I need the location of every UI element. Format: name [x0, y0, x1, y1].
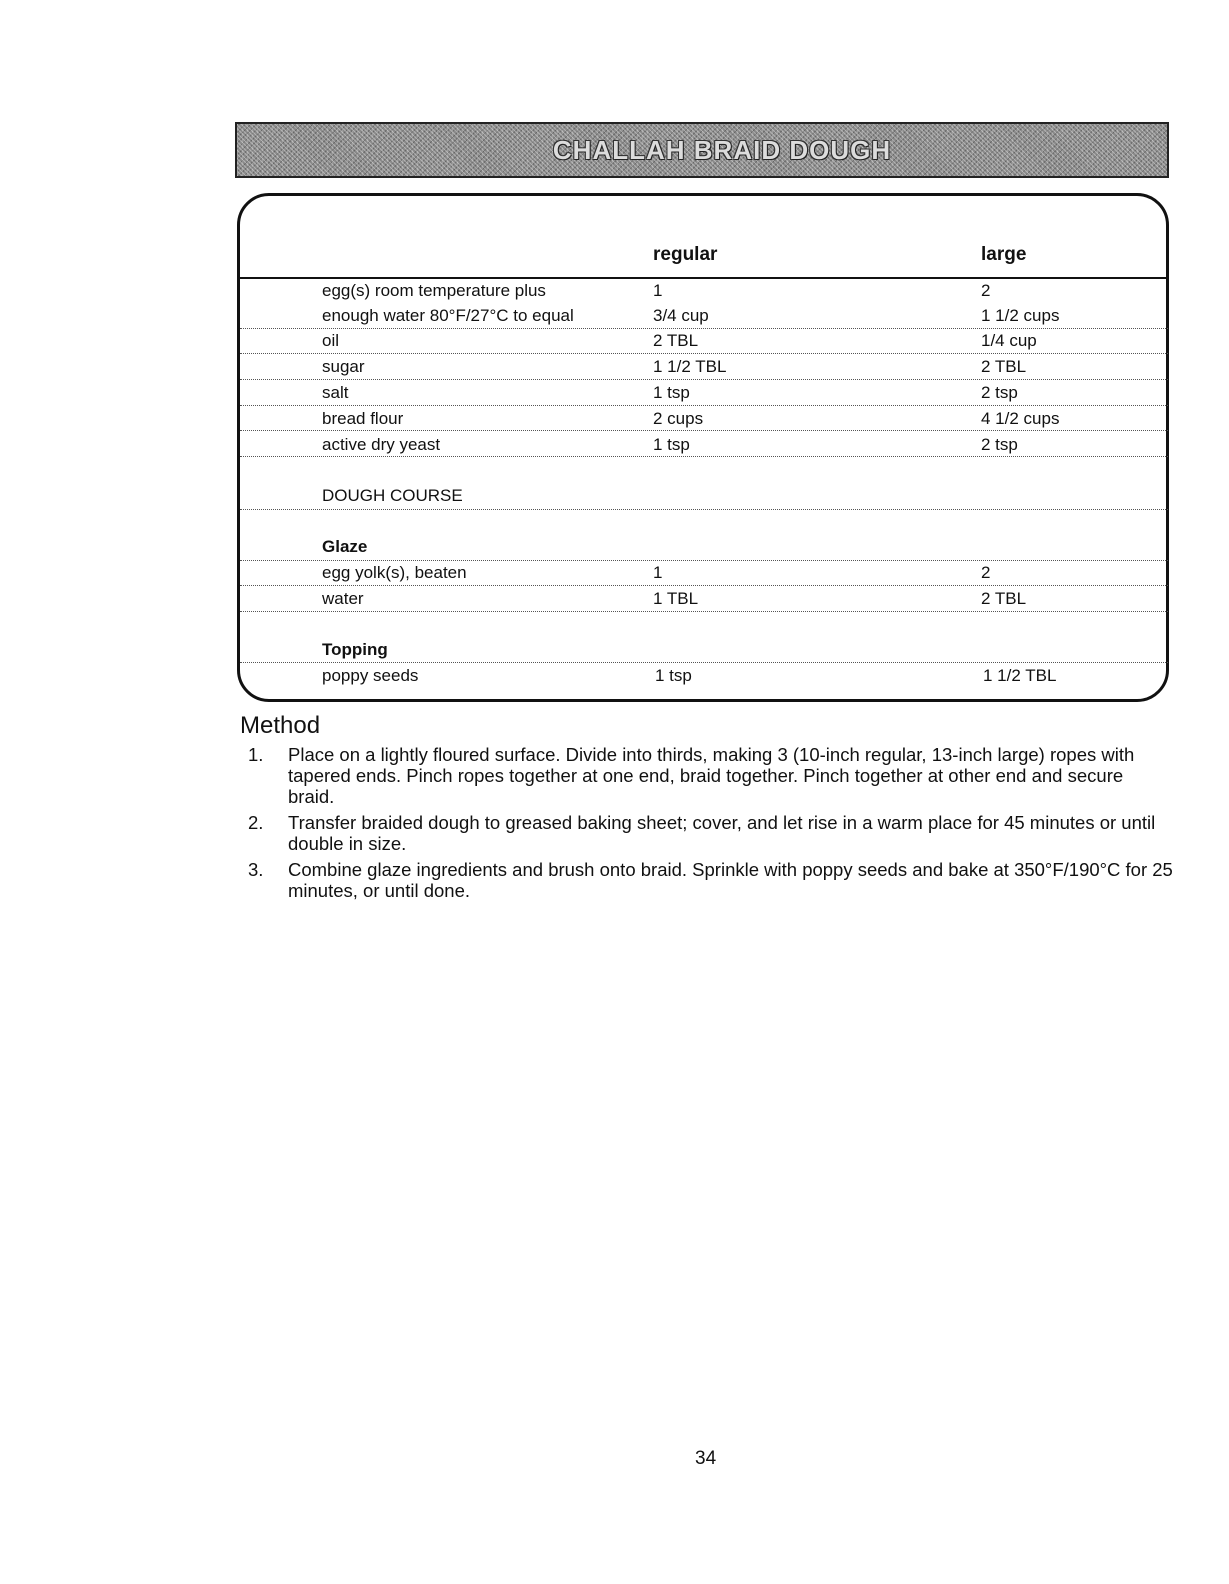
ingredient-name: bread flour	[322, 409, 404, 428]
row-divider	[240, 430, 1168, 431]
topping-ingredient-regular: 1 tsp	[655, 666, 692, 685]
header-large: large	[981, 244, 1027, 265]
row-divider	[240, 560, 1168, 561]
step-number: 2.	[248, 812, 264, 833]
topping-ingredient-large: 1 1/2 TBL	[983, 666, 1057, 685]
method-step	[248, 859, 1173, 901]
ingredient-name: active dry yeast	[322, 435, 441, 454]
glaze-ingredient-name: water	[322, 589, 364, 608]
step-number: 3.	[248, 859, 264, 880]
method-heading: Method	[240, 712, 321, 739]
ingredient-regular: 1 tsp	[653, 435, 690, 454]
ingredient-large: 2 TBL	[981, 357, 1027, 376]
header-regular: regular	[653, 244, 718, 265]
row-divider	[240, 328, 1168, 329]
ingredient-name: enough water 80°F/27°C to equal	[322, 306, 574, 325]
ingredient-regular: 1	[653, 281, 663, 300]
ingredient-name: egg(s) room temperature plus	[322, 281, 546, 300]
header-rule	[240, 277, 1168, 279]
glaze-heading: Glaze	[322, 537, 368, 556]
ingredient-large: 1/4 cup	[981, 331, 1037, 350]
step-text: Combine glaze ingredients and brush onto braid. Sprinkle with poppy seeds and bake at 350°F/190°C for 25 minutes, or until done.	[288, 859, 1173, 901]
ingredient-regular: 3/4 cup	[653, 306, 709, 325]
ingredient-name: sugar	[322, 357, 365, 376]
row-divider	[240, 611, 1168, 612]
page-number: 34	[695, 1448, 717, 1469]
topping-heading: Topping	[322, 640, 388, 659]
dough-course-label: DOUGH COURSE	[322, 486, 463, 505]
ingredient-regular: 1 1/2 TBL	[653, 357, 727, 376]
glaze-ingredient-large: 2	[981, 563, 991, 582]
ingredient-regular: 2 TBL	[653, 331, 699, 350]
row-divider	[240, 405, 1168, 406]
ingredient-name: salt	[322, 383, 349, 402]
step-text: Place on a lightly floured surface. Divide into thirds, making 3 (10-inch regular, 13-inch large) ropes with tapered ends. Pinch ropes together at one end, braid together. Pinch together at other end and secure braid.	[288, 744, 1135, 807]
topping-ingredient-name: poppy seeds	[322, 666, 419, 685]
step-text: Transfer braided dough to greased baking sheet; cover, and let rise in a warm place for 45 minutes or until double in size.	[288, 812, 1156, 854]
method-step	[248, 744, 1173, 807]
ingredient-large: 4 1/2 cups	[981, 409, 1060, 428]
ingredient-large: 2 tsp	[981, 435, 1018, 454]
recipe-title-banner	[235, 122, 1169, 178]
glaze-ingredient-large: 2 TBL	[981, 589, 1027, 608]
ingredient-large: 1 1/2 cups	[981, 306, 1060, 325]
step-number: 1.	[248, 744, 264, 765]
row-divider	[240, 379, 1168, 380]
row-divider	[240, 456, 1168, 457]
method-steps	[248, 744, 1173, 906]
row-divider	[240, 662, 1168, 663]
ingredient-regular: 2 cups	[653, 409, 704, 428]
ingredient-name: oil	[322, 331, 340, 350]
ingredient-large: 2	[981, 281, 991, 300]
row-divider	[240, 585, 1168, 586]
row-divider	[240, 509, 1168, 510]
ingredient-regular: 1 tsp	[653, 383, 690, 402]
glaze-ingredient-regular: 1	[653, 563, 663, 582]
ingredient-large: 2 tsp	[981, 383, 1018, 402]
glaze-ingredient-regular: 1 TBL	[653, 589, 699, 608]
glaze-ingredient-name: egg yolk(s), beaten	[322, 563, 467, 582]
recipe-title: CHALLAH BRAID DOUGH	[552, 134, 892, 165]
method-step	[248, 812, 1173, 854]
row-divider	[240, 353, 1168, 354]
